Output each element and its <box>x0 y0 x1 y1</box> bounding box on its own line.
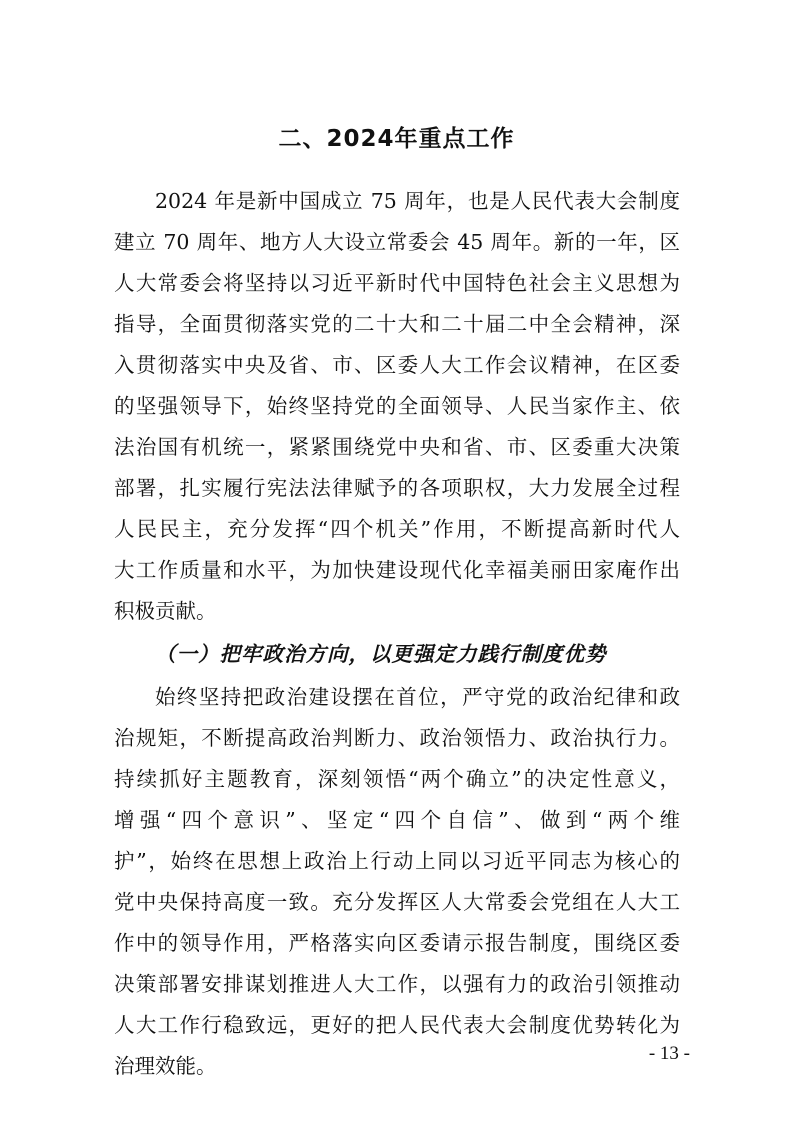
paragraph-line: 法治国有机统一，紧紧围绕党中央和省、市、区委重大决策 <box>114 435 680 459</box>
paragraph-line: 2024 年是新中国成立 75 周年，也是人民代表大会制度 <box>155 189 680 213</box>
paragraph-line: 人民民主，充分发挥“四个机关”作用，不断提高新时代人 <box>114 517 680 541</box>
paragraph-line: 治理效能。 <box>114 1054 217 1078</box>
paragraph-line: 部署，扎实履行宪法法律赋予的各项职权，大力发展全过程 <box>114 476 680 500</box>
section-title: 二、2024年重点工作 <box>278 126 515 152</box>
paragraph-line: 的坚强领导下，始终坚持党的全面领导、人民当家作主、依 <box>114 394 680 418</box>
paragraph-line: 党中央保持高度一致。充分发挥区人大常委会党组在人大工 <box>114 890 680 914</box>
paragraph-line: 持续抓好主题教育，深刻领悟“两个确立”的决定性意义， <box>114 767 680 791</box>
paragraph-line: 护”，始终在思想上政治上行动上同以习近平同志为核心的 <box>114 849 680 873</box>
paragraph-line: 始终坚持把政治建设摆在首位，严守党的政治纪律和政 <box>155 685 680 709</box>
paragraph-line: 决策部署安排谋划推进人大工作，以强有力的政治引领推动 <box>114 972 680 996</box>
paragraph-line: 作中的领导作用，严格落实向区委请示报告制度，围绕区委 <box>114 931 680 955</box>
paragraph-line: 人大工作行稳致远，更好的把人民代表大会制度优势转化为 <box>114 1013 680 1037</box>
paragraph-line: 入贯彻落实中央及省、市、区委人大工作会议精神，在区委 <box>114 353 680 377</box>
section-subheading: （一）把牢政治方向，以更强定力践行制度优势 <box>155 642 607 666</box>
paragraph-line: 大工作质量和水平，为加快建设现代化幸福美丽田家庵作出 <box>114 558 680 582</box>
paragraph-line: 积极贡献。 <box>114 599 217 623</box>
paragraph-line: 治规矩，不断提高政治判断力、政治领悟力、政治执行力。 <box>114 726 680 750</box>
paragraph-line: 增强“四个意识”、坚定“四个自信”、做到“两个维 <box>114 808 680 832</box>
paragraph-line: 指导，全面贯彻落实党的二十大和二十届二中全会精神，深 <box>114 312 680 336</box>
paragraph-line: 建立 70 周年、地方人大设立常委会 45 周年。新的一年，区 <box>114 230 680 254</box>
page-number: - 13 - <box>648 1043 690 1064</box>
paragraph-line: 人大常委会将坚持以习近平新时代中国特色社会主义思想为 <box>114 271 680 295</box>
